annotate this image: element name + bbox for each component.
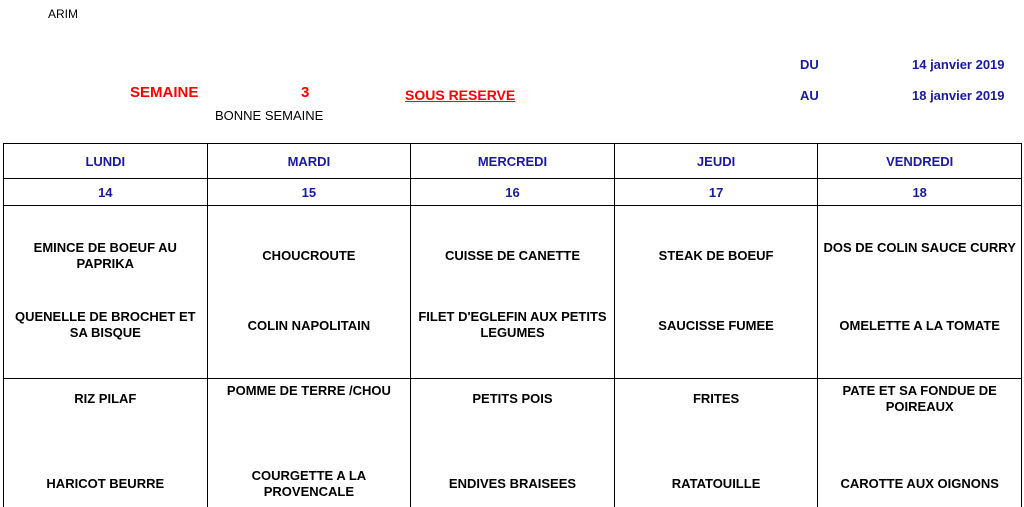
- main-dishes-cell: [818, 206, 1022, 379]
- subject-to-change-note: SOUS RESERVE: [405, 87, 515, 103]
- side-dishes-row: [4, 379, 1022, 507]
- to-date: 18 janvier 2019: [912, 88, 1005, 103]
- side-dishes-cell: [4, 379, 208, 507]
- week-label: SEMAINE: [130, 84, 198, 101]
- day-name: LUNDI: [4, 144, 208, 179]
- side-dish: PETITS POIS: [415, 391, 610, 407]
- side-dish: RATATOUILLE: [619, 476, 814, 492]
- side-dish: ENDIVES BRAISEES: [415, 476, 610, 492]
- day-names-row: [4, 144, 1022, 179]
- day-name: MERCREDI: [411, 144, 615, 179]
- side-dish: PATE ET SA FONDUE DE POIREAUX: [822, 383, 1017, 415]
- week-number: 3: [301, 84, 309, 101]
- side-dishes-cell: [818, 379, 1022, 507]
- side-dish: FRITES: [619, 391, 814, 407]
- side-dish: COURGETTE A LA PROVENCALE: [212, 468, 407, 500]
- main-dish: OMELETTE A LA TOMATE: [822, 318, 1017, 334]
- main-dishes-cell: [207, 206, 411, 379]
- main-dish: DOS DE COLIN SAUCE CURRY: [822, 240, 1017, 256]
- side-dish: HARICOT BEURRE: [8, 476, 203, 492]
- day-name: MARDI: [207, 144, 411, 179]
- side-dish: POMME DE TERRE /CHOU: [212, 383, 407, 399]
- main-dish: COLIN NAPOLITAIN: [212, 318, 407, 334]
- main-dish: SAUCISSE FUMEE: [619, 318, 814, 334]
- main-dishes-cell: [614, 206, 818, 379]
- main-dish: CUISSE DE CANETTE: [415, 248, 610, 264]
- main-dish: EMINCE DE BOEUF AU PAPRIKA: [8, 240, 203, 272]
- side-dish: RIZ PILAF: [8, 391, 203, 407]
- main-dishes-cell: [4, 206, 208, 379]
- day-date: 17: [614, 179, 818, 206]
- side-dishes-cell: [207, 379, 411, 507]
- weekly-menu-table: [3, 143, 1022, 507]
- day-name: VENDREDI: [818, 144, 1022, 179]
- day-dates-row: [4, 179, 1022, 206]
- side-dishes-cell: [614, 379, 818, 507]
- from-date: 14 janvier 2019: [912, 57, 1005, 72]
- day-date: 15: [207, 179, 411, 206]
- day-name: JEUDI: [614, 144, 818, 179]
- side-dishes-cell: [411, 379, 615, 507]
- to-label: AU: [800, 88, 819, 103]
- main-dish: CHOUCROUTE: [212, 248, 407, 264]
- from-label: DU: [800, 57, 819, 72]
- day-date: 18: [818, 179, 1022, 206]
- day-date: 14: [4, 179, 208, 206]
- main-dishes-cell: [411, 206, 615, 379]
- company-name: ARIM: [48, 7, 78, 21]
- day-date: 16: [411, 179, 615, 206]
- main-dish: STEAK DE BOEUF: [619, 248, 814, 264]
- greeting-text: BONNE SEMAINE: [215, 108, 323, 123]
- main-dish: QUENELLE DE BROCHET ET SA BISQUE: [8, 309, 203, 341]
- main-dishes-row: [4, 206, 1022, 379]
- side-dish: CAROTTE AUX OIGNONS: [822, 476, 1017, 492]
- main-dish: FILET D'EGLEFIN AUX PETITS LEGUMES: [415, 309, 610, 341]
